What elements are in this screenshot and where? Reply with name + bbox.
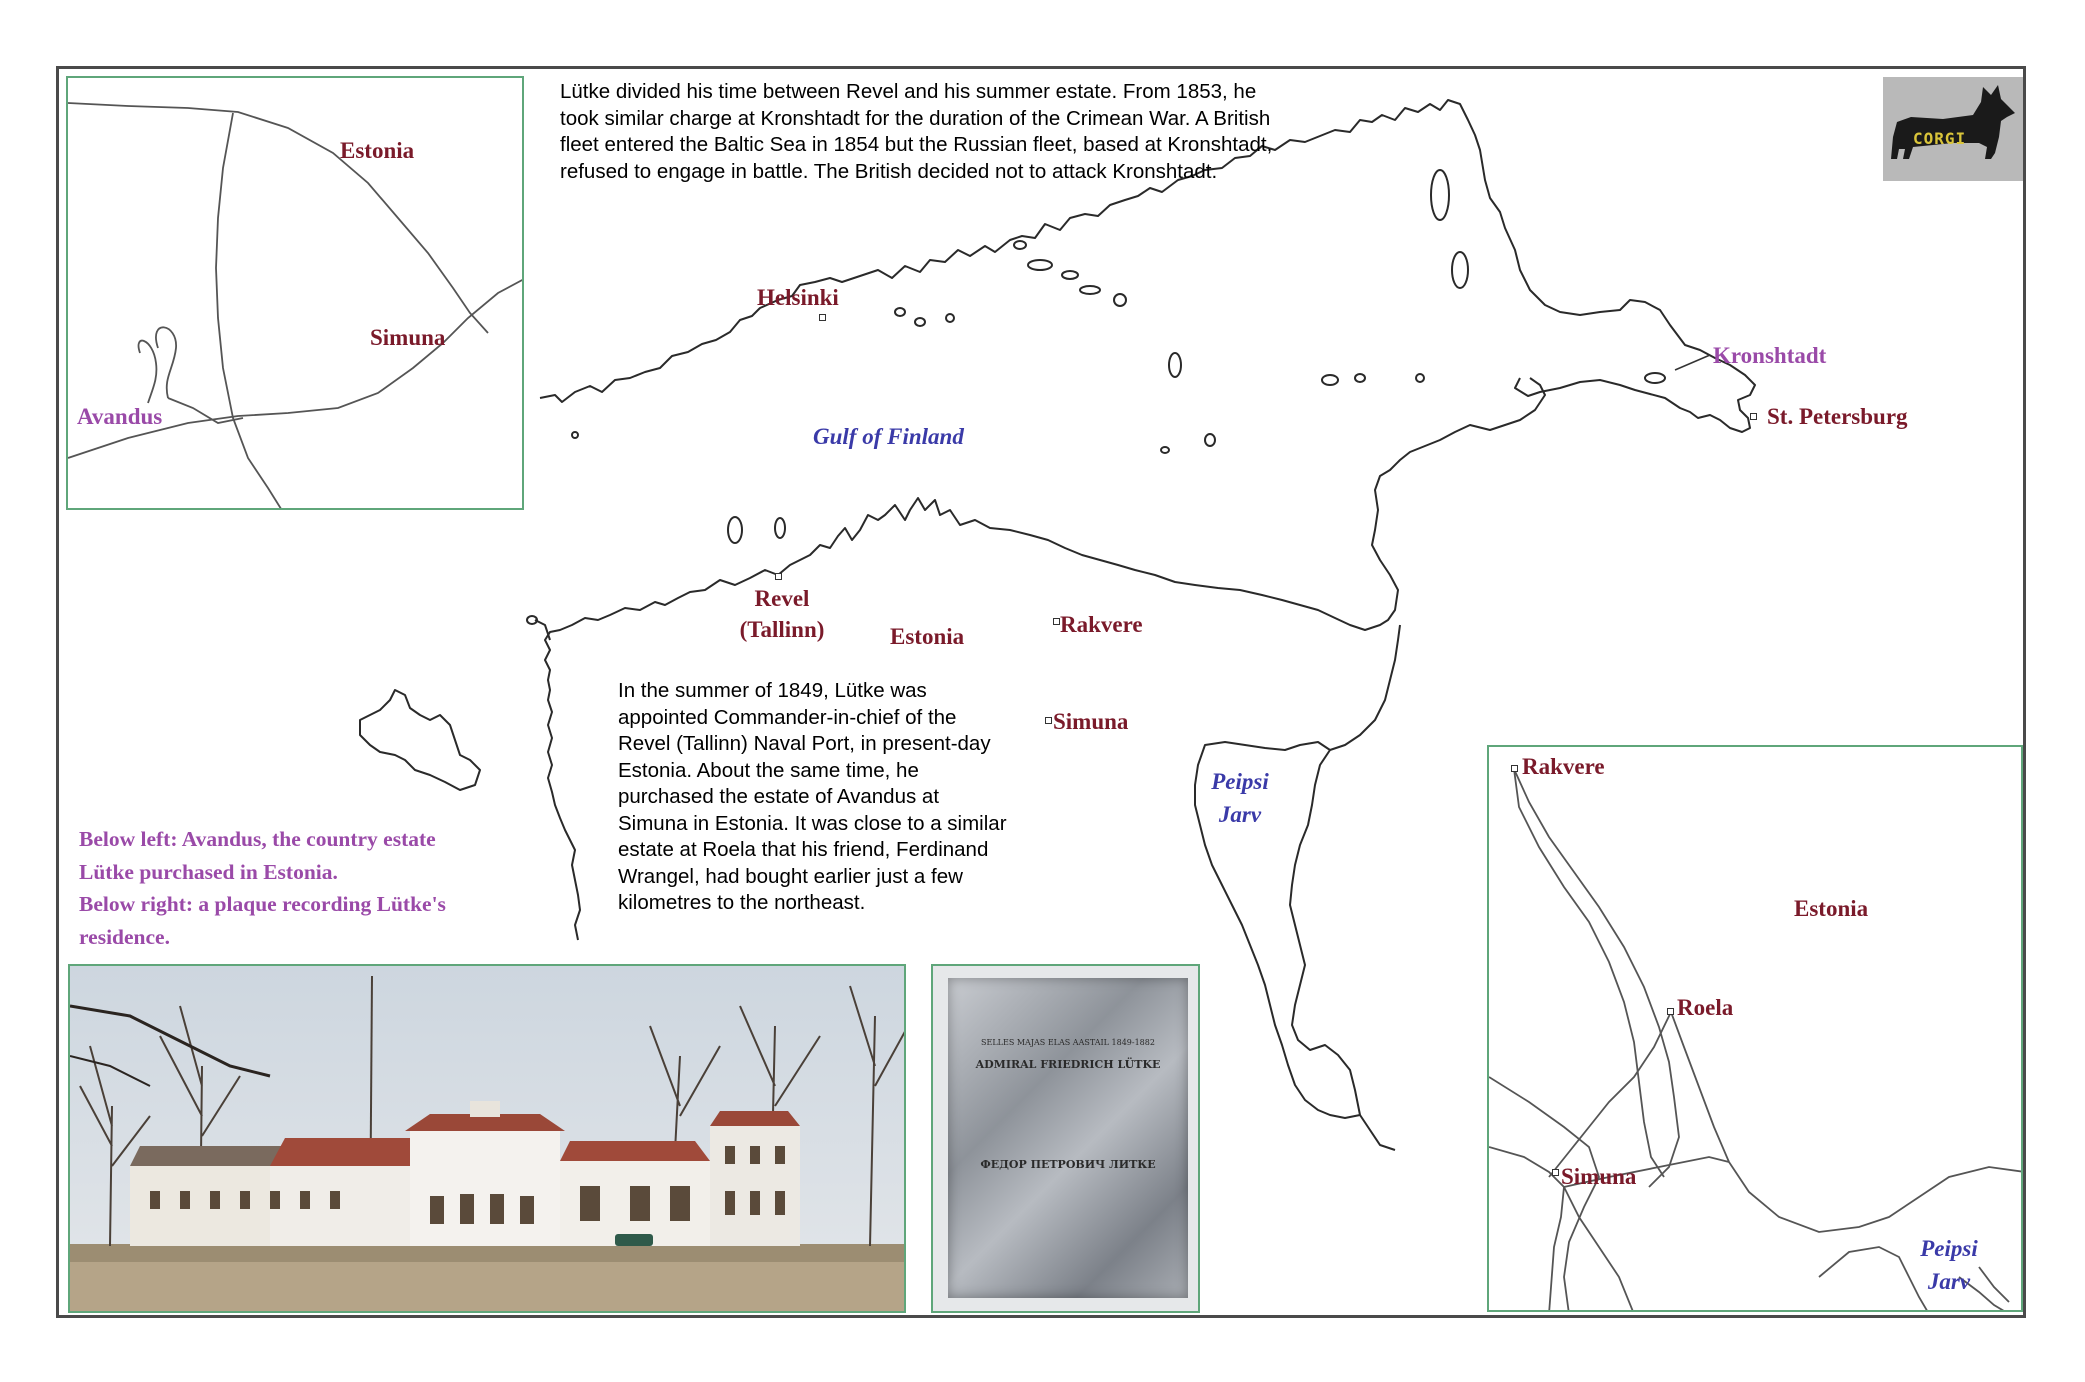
inset2-rakvere-label: Rakvere (1522, 754, 1605, 779)
photo-caption (79, 823, 549, 953)
manor-illustration (70, 966, 906, 1313)
avandus-manor-photo (68, 964, 906, 1313)
st-petersburg-marker (1750, 413, 1757, 420)
plaque-line-1: SELLES MAJAS ELAS AASTAIL 1849-1882 (981, 1038, 1155, 1047)
roela-inset-simuna-marker (1552, 1169, 1559, 1176)
gulf-of-finland-label: Gulf of Finland (813, 424, 964, 449)
tallinn-name: (Tallinn) (739, 616, 825, 642)
plaque-line-2: ADMIRAL FRIEDRICH LÜTKE (975, 1058, 1161, 1071)
caption-line-4: residence. (79, 924, 170, 949)
inset-map-avandus (66, 76, 524, 510)
inset2-estonia-label: Estonia (1794, 896, 1869, 921)
middle-paragraph: In the summer of 1849, Lütke was appointed Commander-in-chief of the Revel (Tallinn) Naval Port, in present-day Estonia. About the same time, he purchased the estate of Avandus at Simuna in Estonia. It was close to a similar estate at Roela that his friend, Ferdinand Wrangel, had bought earlier just a few kilometres to the northeast. (618, 679, 1007, 914)
caption-line-3: Below right: a plaque recording Lütke's (79, 892, 446, 916)
caption-line-2: Lütke purchased in Estonia. (79, 859, 338, 884)
inset-avandus-label: Avandus (77, 404, 163, 429)
caption-line-1: Below left: Avandus, the country estate (79, 827, 436, 851)
inset2-peipsi-line2: Jarv (1927, 1268, 1971, 1294)
rakvere-label: Rakvere (1060, 612, 1143, 637)
helsinki-label: Helsinki (757, 285, 839, 310)
simuna-label: Simuna (1053, 709, 1129, 734)
top-paragraph: Lütke divided his time between Revel and his summer estate. From 1853, he took similar charge at Kronshtadt for the duration of the Crimean War. A British fleet entered the Baltic Sea in 1854 but the Russian fleet, based at Kronshtadt, refused to engage in battle. The British decided not to attack Kronshtadt. (560, 80, 1273, 183)
inset-roads-roela (1489, 747, 2023, 1312)
peipsi-label (1195, 768, 1285, 830)
plaque-photo (931, 964, 1200, 1313)
inset-estonia-label: Estonia (340, 138, 415, 163)
roela-inset-rakvere-marker (1511, 765, 1518, 772)
roela-inset-roela-marker (1667, 1008, 1674, 1015)
peipsi-line1: Peipsi (1211, 769, 1269, 794)
inset2-roela-label: Roela (1677, 995, 1734, 1020)
corgi-logo (1883, 77, 2023, 181)
inset2-peipsi-line1: Peipsi (1920, 1236, 1978, 1261)
helsinki-marker (819, 314, 826, 321)
logo-text: CORGI (1913, 129, 1967, 148)
rakvere-marker (1053, 618, 1060, 625)
plaque-line-3: ФЕДОР ПЕТРОВИЧ ЛИТКЕ (980, 1158, 1156, 1171)
inset2-simuna-label: Simuna (1561, 1164, 1637, 1189)
revel-label (732, 585, 832, 645)
revel-marker (775, 573, 782, 580)
plaque-stone (948, 978, 1188, 1298)
peipsi-line2: Jarv (1218, 801, 1262, 827)
inset-simuna-label: Simuna (370, 325, 446, 350)
simuna-marker (1045, 717, 1052, 724)
kronshtadt-label: Kronshtadt (1713, 343, 1827, 368)
estonia-main-label: Estonia (890, 624, 965, 649)
inset2-peipsi-label (1904, 1235, 1994, 1297)
inset-roads-avandus (68, 78, 524, 510)
st-petersburg-label: St. Petersburg (1767, 404, 1908, 429)
revel-name: Revel (754, 586, 810, 611)
inset-map-roela (1487, 745, 2023, 1312)
